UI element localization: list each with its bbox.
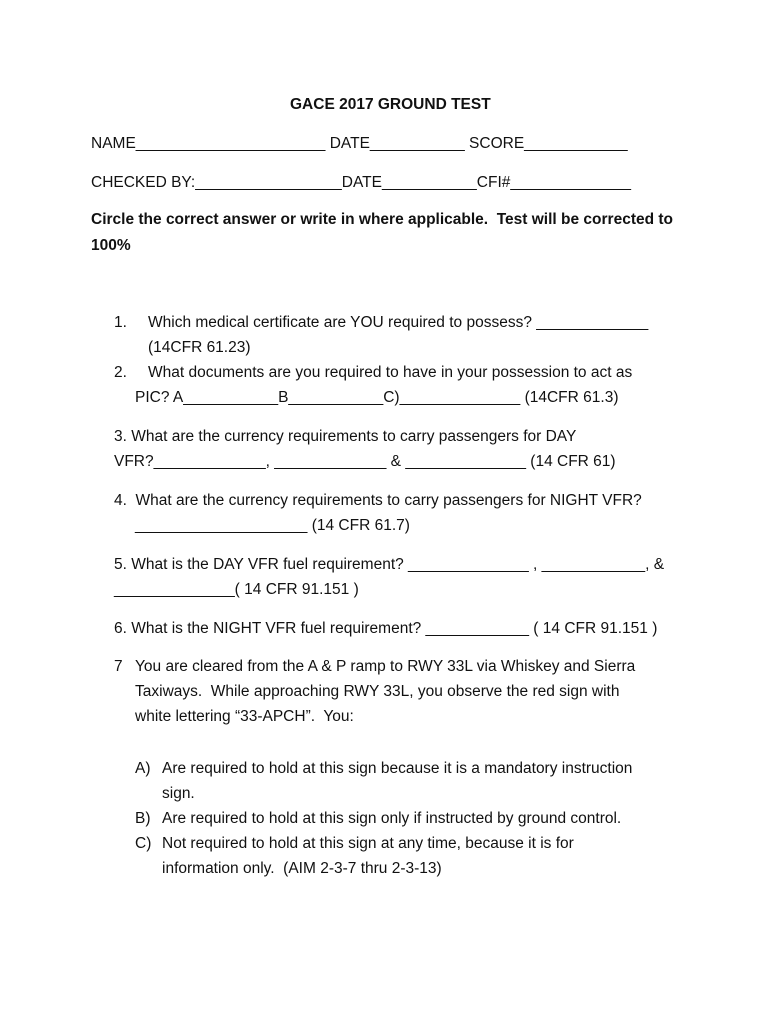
question-7-number: 7 [114, 658, 123, 675]
option-b-label: B) [135, 810, 151, 827]
option-a-text-line-2: sign. [162, 785, 195, 802]
question-1-text: Which medical certificate are YOU required to possess? _____________ [148, 314, 649, 331]
question-2-blanks: PIC? A___________B___________C)______________ (14CFR 61.3) [135, 389, 619, 406]
option-a-label: A) [135, 760, 151, 777]
question-1-reference: (14CFR 61.23) [148, 339, 251, 356]
question-5-text: 5. What is the DAY VFR fuel requirement? ______________ , ____________, & [114, 556, 665, 573]
question-6-text: 6. What is the NIGHT VFR fuel requirement? ____________ ( 14 CFR 91.151 ) [114, 620, 658, 637]
question-7-text-line-3: white lettering “33-APCH”. You: [135, 708, 354, 725]
question-4-blanks: ____________________ (14 CFR 61.7) [135, 517, 410, 534]
question-7-text-line-2: Taxiways. While approaching RWY 33L, you observe the red sign with [135, 683, 620, 700]
checked-by-row: CHECKED BY:_________________DATE___________CFI#______________ [91, 174, 632, 191]
question-3-blanks: VFR?_____________, _____________ & ______________ (14 CFR 61) [114, 453, 616, 470]
option-c-text-line-2: information only. (AIM 2-3-7 thru 2-3-13) [162, 860, 442, 877]
name-date-score-row: NAME______________________ DATE___________ SCORE____________ [91, 135, 628, 152]
question-5-blanks: ______________( 14 CFR 91.151 ) [114, 581, 359, 598]
question-4-text: 4. What are the currency requirements to carry passengers for NIGHT VFR? [114, 492, 642, 509]
instructions-line-2: 100% [91, 237, 131, 254]
option-a-text-line-1: Are required to hold at this sign because it is a mandatory instruction [162, 760, 633, 777]
question-3-text: 3. What are the currency requirements to carry passengers for DAY [114, 428, 577, 445]
option-b-text: Are required to hold at this sign only if instructed by ground control. [162, 810, 622, 827]
option-c-text-line-1: Not required to hold at this sign at any time, because it is for [162, 835, 574, 852]
question-1-number: 1. [114, 314, 127, 331]
question-7-text-line-1: You are cleared from the A & P ramp to RWY 33L via Whiskey and Sierra [135, 658, 636, 675]
question-2-number: 2. [114, 364, 127, 381]
option-c-label: C) [135, 835, 152, 852]
instructions-line-1: Circle the correct answer or write in where applicable. Test will be corrected to [91, 211, 674, 228]
question-2-text: What documents are you required to have in your possession to act as [148, 364, 633, 381]
test-title: GACE 2017 GROUND TEST [290, 96, 491, 113]
